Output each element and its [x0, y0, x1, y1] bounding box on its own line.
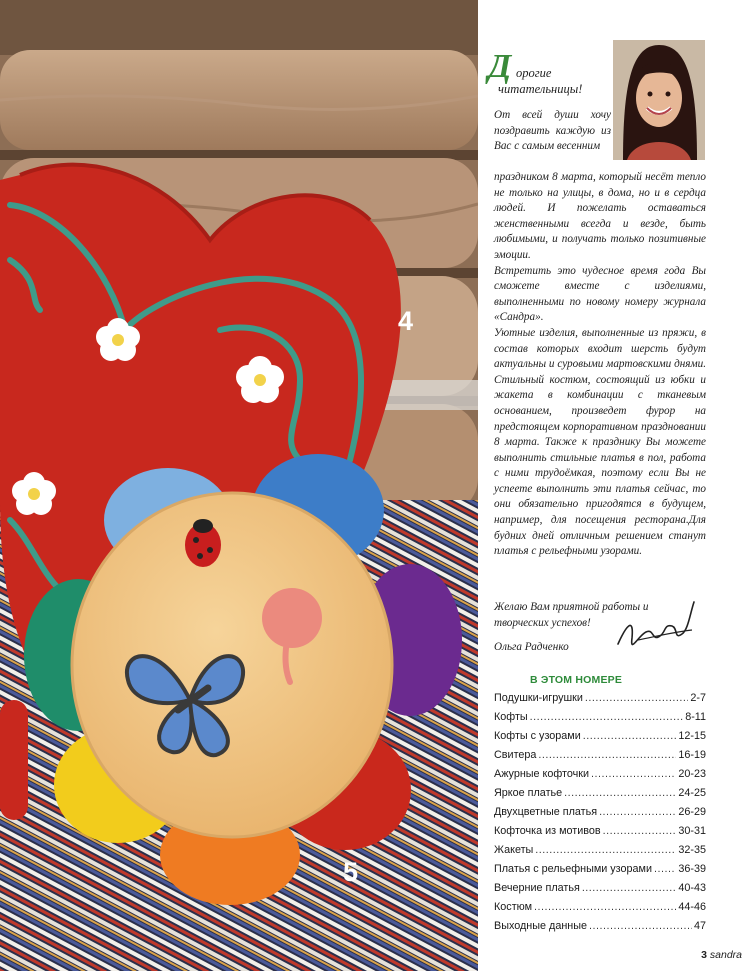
magazine-brand: sandra	[709, 949, 742, 961]
toc-leader-dots	[599, 803, 676, 822]
toc-leader-dots	[603, 822, 677, 841]
editor-portrait	[613, 40, 705, 160]
toc-row	[494, 727, 706, 746]
toc-heading: В ЭТОМ НОМЕРЕ	[530, 674, 623, 686]
toc-row	[494, 898, 706, 917]
toc-title: Свитера	[494, 749, 537, 761]
toc-title: Кофточка из мотивов	[494, 825, 601, 837]
letter-paragraph-2: Встретить это чудесное время года Вы сможете вместе с изделиями, выполненными по новому номеру журнала «Сандра».	[494, 264, 706, 324]
page-number: 3	[701, 949, 707, 961]
editorial-column	[478, 0, 750, 971]
table-of-contents	[494, 689, 706, 936]
letter-paragraph-4: Стильный костюм, состоящий из юбки и жакета в комбинации с тканевым основанием, произведет фурор на предстоящем корпоративном праздновании 8 марта. Также к празднику Вы можете выполнить стильные платья в пол, работа с ними трудоёмкая, поэтому если Вы не успеете выполнить эти платья сейчас, то они обязательно пригодятся в будущем, например, для посещения ресторана.Для будних дней отличным решением станут платья с рельефными узорами.	[494, 373, 706, 558]
toc-pages: 26-29	[678, 806, 706, 818]
toc-pages: 20-23	[678, 768, 706, 780]
toc-title: Выходные данные	[494, 920, 588, 932]
toc-leader-dots	[591, 765, 676, 784]
toc-row	[494, 803, 706, 822]
toc-title: Кофты с узорами	[494, 730, 581, 742]
letter-body	[494, 170, 706, 560]
toc-leader-dots	[535, 841, 676, 860]
toc-row	[494, 879, 706, 898]
toc-title: Костюм	[494, 901, 533, 913]
toc-row	[494, 708, 706, 727]
toc-title: Подушки-игрушки	[494, 692, 583, 704]
toc-pages: 32-35	[678, 844, 706, 856]
greeting-line-2: читательницы!	[498, 82, 583, 96]
toc-row	[494, 917, 706, 936]
toc-row	[494, 822, 706, 841]
drop-cap: Д	[488, 48, 512, 85]
toc-leader-dots	[534, 898, 676, 917]
toc-row	[494, 689, 706, 708]
photo-label-5: 5	[343, 857, 359, 887]
photo-label-4: 4	[398, 306, 414, 336]
toc-row	[494, 841, 706, 860]
greeting-line-1: орогие	[516, 66, 552, 80]
toc-pages: 8-11	[685, 711, 706, 723]
toc-leader-dots	[582, 879, 677, 898]
toc-leader-dots	[530, 708, 684, 727]
toc-pages: 30-31	[678, 825, 706, 837]
toc-leader-dots	[589, 917, 692, 936]
toc-pages: 2-7	[690, 692, 706, 704]
toc-row	[494, 860, 706, 879]
toc-title: Вечерние платья	[494, 882, 580, 894]
toc-leader-dots	[583, 727, 677, 746]
toc-pages: 12-15	[678, 730, 706, 742]
toc-title: Платья с рельефными узорами	[494, 863, 652, 875]
toc-leader-dots	[585, 689, 688, 708]
author-name: Ольга Радченко	[494, 641, 569, 653]
page-folio	[701, 949, 742, 961]
letter-paragraph-1: праздником 8 марта, который несёт тепло не только на улицы, в дома, но и в сердца людей. И пожелать оставаться женственными всегда и везде, быть любимыми, и получать только позитивные эмоции.	[494, 171, 706, 261]
toc-pages: 47	[693, 920, 706, 932]
signature-image	[608, 596, 698, 660]
toc-leader-dots	[654, 860, 676, 879]
toc-row	[494, 746, 706, 765]
toc-pages: 44-46	[678, 901, 706, 913]
toc-title: Кофты	[494, 711, 528, 723]
toc-title: Ажурные кофточки	[494, 768, 590, 780]
toc-title: Двухцветные платья	[494, 806, 598, 818]
toc-pages: 16-19	[678, 749, 706, 761]
closing-wish: Желаю Вам приятной работы и творческих успехов!	[494, 601, 649, 629]
toc-row	[494, 765, 706, 784]
toc-pages: 24-25	[678, 787, 706, 799]
letter-intro: От всей души хочу поздравить каждую из Вас с самым весенним	[494, 109, 611, 153]
toc-row	[494, 784, 706, 803]
letter-paragraph-3: Уютные изделия, выполненные из пряжи, в состав которых входит шерсть будут актуальны и суровыми мартовскими днями.	[494, 326, 707, 371]
toc-title: Жакеты	[494, 844, 534, 856]
toc-leader-dots	[538, 746, 676, 765]
toc-leader-dots	[564, 784, 676, 803]
toc-title: Яркое платье	[494, 787, 563, 799]
toc-pages: 40-43	[678, 882, 706, 894]
toc-pages: 36-39	[678, 863, 706, 875]
